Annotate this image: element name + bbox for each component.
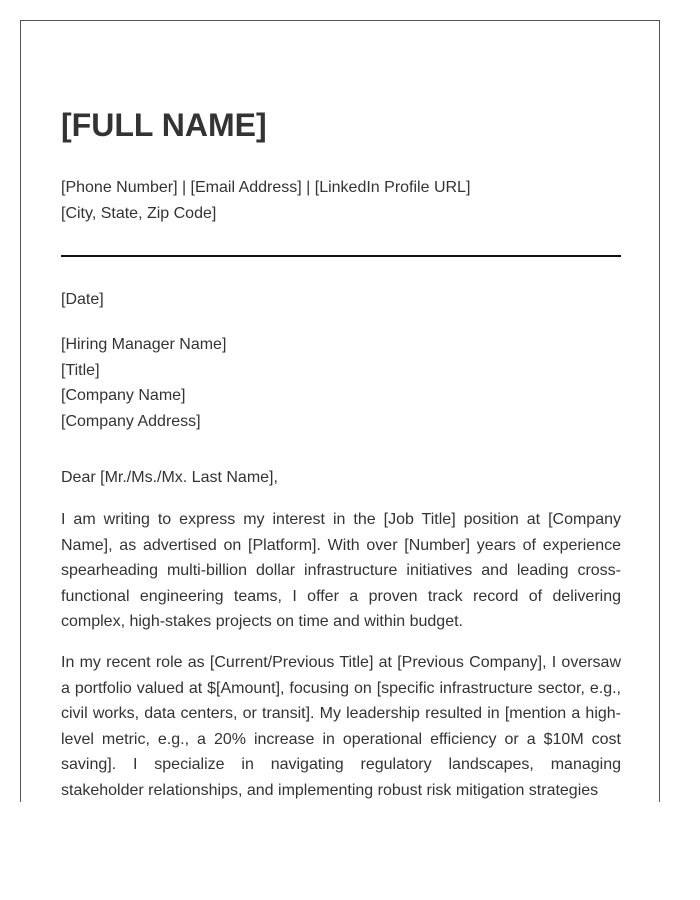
full-name-heading: [FULL NAME]: [61, 107, 267, 143]
letter-date: [Date]: [61, 291, 104, 308]
recipient-block: [61, 332, 621, 434]
recipient-company-address: [Company Address]: [61, 412, 201, 430]
location-line: [City, State, Zip Code]: [61, 205, 217, 222]
header-divider: [61, 255, 621, 257]
body-paragraph-2: In my recent role as [Current/Previous Title] at [Previous Company], I oversaw a portfolio valued at $[Amount], focusing on [specific infrastructure sector, e.g., civil works, data centers, or transit]. My leadership resulted in [mention a high-level metric, e.g., a 20% increase in operational efficiency or a $10M cost saving]. I specialize in navigating regulatory landscapes, managing stakeholder relationships, and implementing robust risk mitigation strategies: [61, 654, 621, 799]
recipient-manager-name: [Hiring Manager Name]: [61, 336, 227, 353]
recipient-title: [Title]: [61, 361, 100, 379]
contact-line: [Phone Number] | [Email Address] | [LinkedIn Profile URL]: [61, 179, 471, 196]
document-page: [20, 20, 660, 802]
recipient-company-name: [Company Name]: [61, 387, 186, 405]
salutation: Dear [Mr./Ms./Mx. Last Name],: [61, 469, 278, 486]
contact-info: [61, 175, 470, 227]
body-paragraph-1: I am writing to express my interest in the [Job Title] position at [Company Name], as advertised on [Platform]. With over [Number] years of experience spearheading multi-billion dollar infrastructure initiatives and leading cross-functional engineering teams, I offer a proven track record of delivering complex, high-stakes projects on time and within budget.: [61, 511, 621, 631]
